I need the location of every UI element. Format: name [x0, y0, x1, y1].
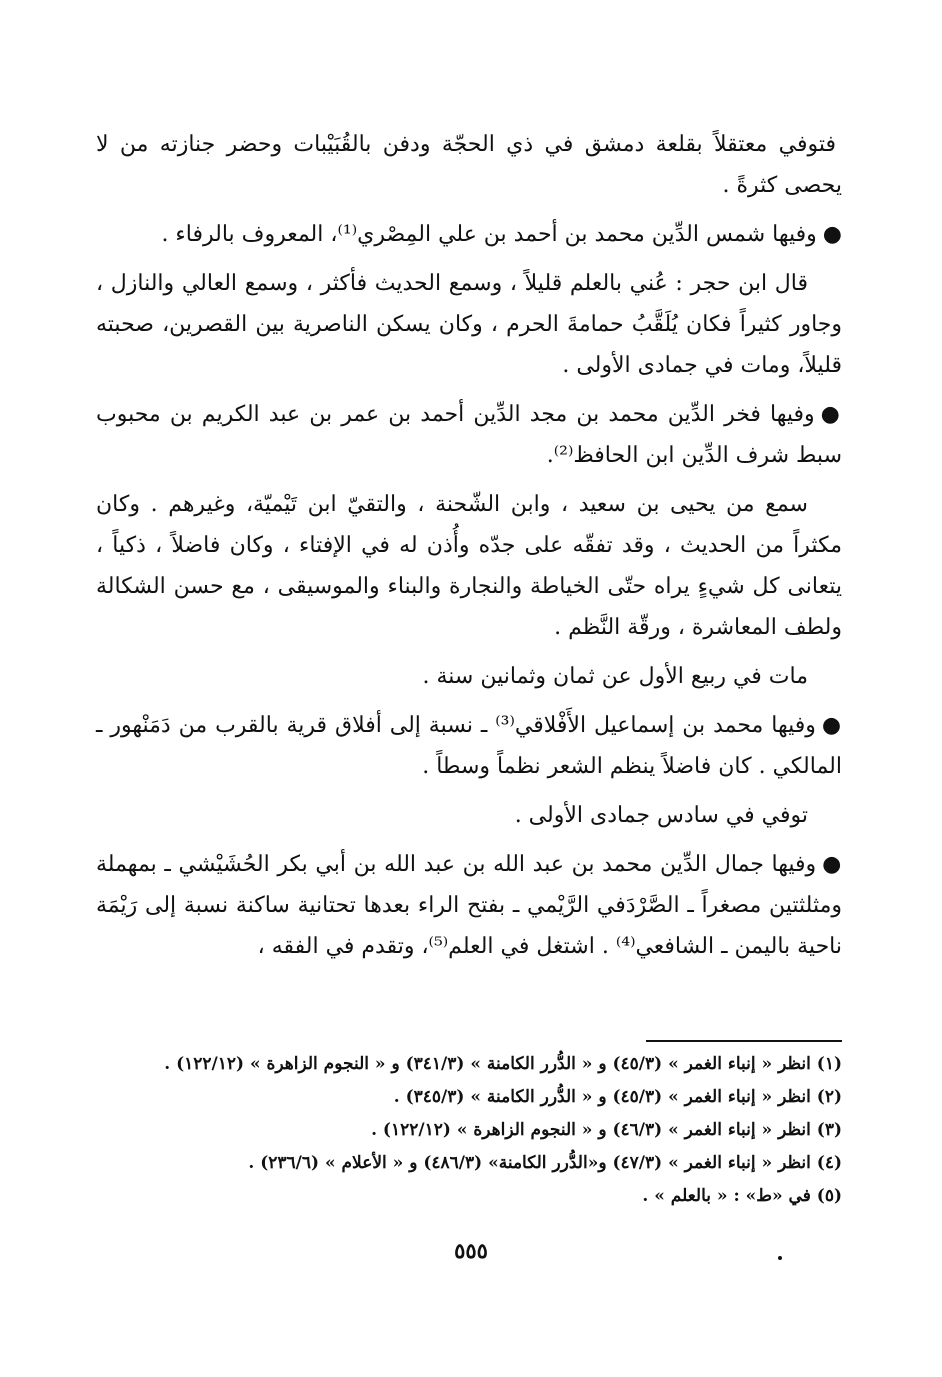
paragraph: [96, 124, 842, 206]
paragraph-text: مات في ربيع الأول عن ثمان وثمانين سنة .: [422, 664, 808, 689]
paragraph-text: وفيها فخر الدِّين محمد بن مجد الدِّين أحمد بن عمر بن عبد الكريم بن محبوب سبط شرف الدِّين ابن الحافظ⁽²⁾.: [96, 402, 842, 468]
page-number: ٥٥٥: [454, 1238, 488, 1263]
paragraph-text: قال ابن حجر : عُني بالعلم قليلاً ، وسمع الحديث فأكثر ، وسمع العالي والنازل ، وجاور كثيراً فكان يُلَقَّبُ حمامةَ الحرم ، وكان يسكن الناصرية بين القصرين، صحبته قليلاً، ومات في جمادى الأولى .: [96, 271, 842, 378]
paragraph: [96, 263, 842, 386]
paragraph: [96, 844, 842, 967]
bullet-marker: ●: [822, 221, 842, 247]
footnote: (٤) انظر « إنباء الغمر » (٤٧/٣) و«الدُّرر الكامنة» (٤٨٦/٣) و « الأعلام » (٢٣٦/٦) .: [248, 1153, 842, 1173]
footnote-separator: [646, 1040, 842, 1042]
paragraph: [96, 656, 842, 697]
bullet-marker: ●: [821, 712, 842, 738]
paragraph: [96, 705, 842, 787]
paragraph-text: توفي في سادس جمادى الأولى .: [514, 803, 808, 828]
footnote: (٢) انظر « إنباء الغمر » (٤٥/٣) و « الدُّرر الكامنة » (٣٤٥/٣) .: [393, 1087, 842, 1107]
paragraph-text: سمع من يحيى بن سعيد ، وابن الشّحنة ، والتقيّ ابن تَيْميّة، وغيرهم . وكان مكثراً من الحديث ، وقد تفقّه على جدّه وأُذن له في الإفتاء ، وكان فاضلاً ، ذكياً ، يتعانى كل شيءٍ يراه حتّى الخياطة والنجارة والبناء والموسيقى ، مع حسن الشكالة ولطف المعاشرة ، ورقّة النَّظم .: [96, 492, 842, 640]
footnotes: [96, 1048, 842, 1213]
main-text: [96, 124, 842, 975]
print-dot: [778, 1256, 782, 1260]
paragraph-text: فتوفي معتقلاً بقلعة دمشق في ذي الحجّة ودفن بالقُبَيْبات وحضر جنازته من لا يحصى كثرةً .: [96, 132, 842, 198]
footnote: (١) انظر « إنباء الغمر » (٤٥/٣) و « الدُّرر الكامنة » (٣٤١/٣) و « النجوم الزاهرة » (١٢٢/١٢) .: [164, 1054, 842, 1074]
paragraph: [96, 394, 842, 476]
paragraph-text: وفيها محمد بن إسماعيل الأَفْلاقي⁽³⁾ ـ نسبة إلى أفلاق قرية بالقرب من دَمَنْهور ـ المالكي . كان فاضلاً ينظم الشعر نظماً وسطاً .: [96, 713, 842, 779]
bullet-marker: ●: [822, 851, 842, 877]
paragraph: [96, 484, 842, 648]
paragraph-text: وفيها شمس الدِّين محمد بن أحمد بن علي المِصْري⁽¹⁾، المعروف بالرفاء .: [161, 222, 817, 247]
footnote: (٣) انظر « إنباء الغمر » (٤٦/٣) و « النجوم الزاهرة » (١٢٢/١٢) .: [371, 1120, 842, 1140]
footnote: (٥) في «ط» : « بالعلم » .: [642, 1186, 842, 1206]
paragraph-text: وفيها جمال الدِّين محمد بن عبد الله بن عبد الله بن أبي بكر الحُشَيْشي ـ بمهملة ومثلثتين مصغراً ـ الصَّرْدَفي الرَّيْمي ـ بفتح الراء بعدها تحتانية ساكنة نسبة إلى رَيْمَة ناحية باليمن ـ الشافعي⁽⁴⁾ . اشتغل في العلم⁽⁵⁾، وتقدم في الفقه ،: [96, 852, 842, 959]
bullet-marker: ●: [820, 401, 842, 427]
paragraph: [96, 214, 842, 255]
paragraph: [96, 795, 842, 836]
